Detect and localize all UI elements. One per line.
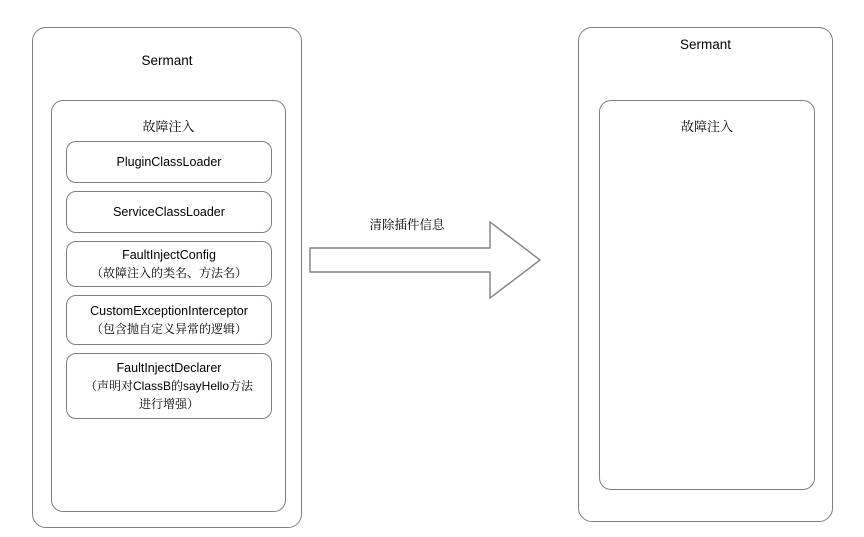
item-sublabel: （声明对ClassB的sayHello方法进行增强） [84,379,254,411]
item-fault-inject-declarer [66,353,272,419]
arrow-label: 清除插件信息 [369,218,445,232]
clear-plugin-arrow-icon [308,210,548,310]
item-label: FaultInjectDeclarer [116,361,222,375]
item-sublabel: （包含抛自定义异常的逻辑） [90,322,247,336]
left-fault-injection-title: 故障注入 [142,119,195,134]
item-label: ServiceClassLoader [113,205,225,219]
left-sermant-title: Sermant [141,53,193,68]
item-label: FaultInjectConfig [122,248,216,262]
left-sermant-container [32,27,302,528]
right-sermant-container [578,27,833,522]
right-sermant-title: Sermant [679,37,732,52]
item-fault-inject-config [66,241,272,287]
item-sublabel: （故障注入的类名、方法名） [90,266,247,280]
item-label: CustomExceptionInterceptor [90,304,248,318]
item-label: PluginClassLoader [116,155,222,169]
right-fault-injection-title: 故障注入 [680,119,733,134]
item-service-class-loader [66,191,272,233]
item-plugin-class-loader [66,141,272,183]
left-fault-injection-group [51,100,286,512]
item-custom-exception-interceptor [66,295,272,345]
right-fault-injection-group [599,100,815,490]
